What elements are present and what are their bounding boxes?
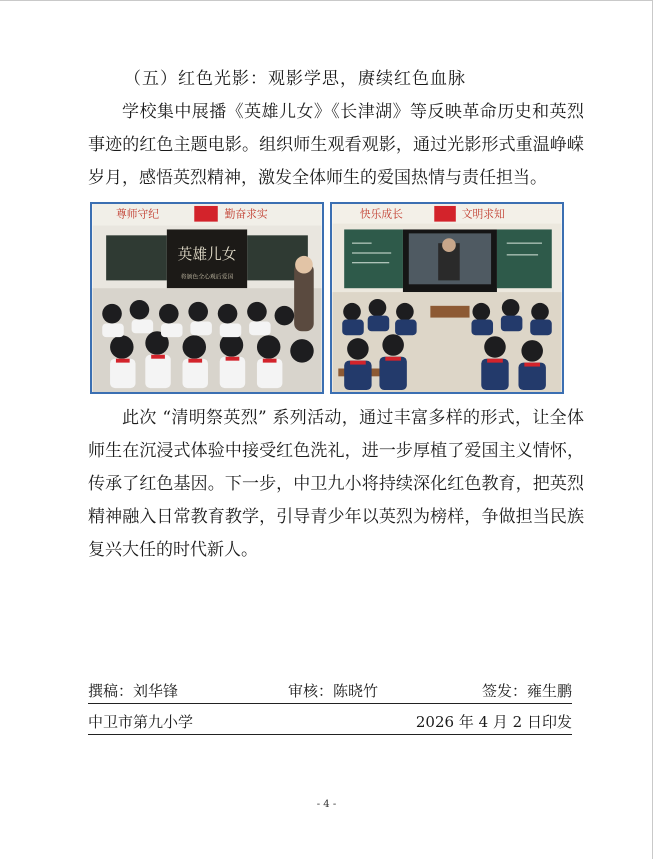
page-edge-top <box>0 0 653 1</box>
banner-text-left: 尊师守纪 <box>115 207 159 221</box>
photo-classroom-film-right <box>330 202 564 394</box>
banner-text-left-2: 勤奋求实 <box>224 207 268 221</box>
photo-classroom-film-left <box>90 202 324 394</box>
footer-organization: 中卫市第九小学 <box>88 713 194 731</box>
footer-divider-top <box>88 703 572 704</box>
footer-issue-date: 2026 年 4 月 2 日印发 <box>415 713 572 731</box>
paragraph-movie-screening: 学校集中展播《英雄儿女》《长津湖》等反映革命历史和英烈事迹的红色主题电影。组织师生观看观影，通过光影形式重温峥嵘岁月，感悟英烈精神，激发全体师生的爱国热情与责任担当。 <box>88 102 584 188</box>
footer-signer: 签发：雍生鹏 <box>481 682 572 700</box>
screen-subtitle: 将颁色全心观后爱国 <box>180 274 234 281</box>
footer-author: 撰稿：刘华锋 <box>88 682 179 700</box>
footer-divider-bottom <box>88 734 572 735</box>
section-heading: （五）红色光影：观影学思，赓续红色血脉 <box>124 69 466 89</box>
banner-text-right-2: 文明求知 <box>461 207 505 221</box>
footer-reviewer: 审核：陈晓竹 <box>288 682 379 700</box>
banner-text-right: 快乐成长 <box>359 207 403 221</box>
screen-title: 英雄儿女 <box>177 245 237 263</box>
page-number: - 4 - <box>316 799 337 810</box>
paragraph-activity-summary: 此次 “清明祭英烈” 系列活动，通过丰富多样的形式，让全体师生在沉浸式体验中接受红色洗礼，进一步厚植了爱国主义情怀，传承了红色基因。下一步，中卫九小将持续深化红色教育，把英烈精神融入日常教育教学，引导青少年以英烈为榜样，争做担当民族复兴大任的时代新人。 <box>88 408 584 560</box>
